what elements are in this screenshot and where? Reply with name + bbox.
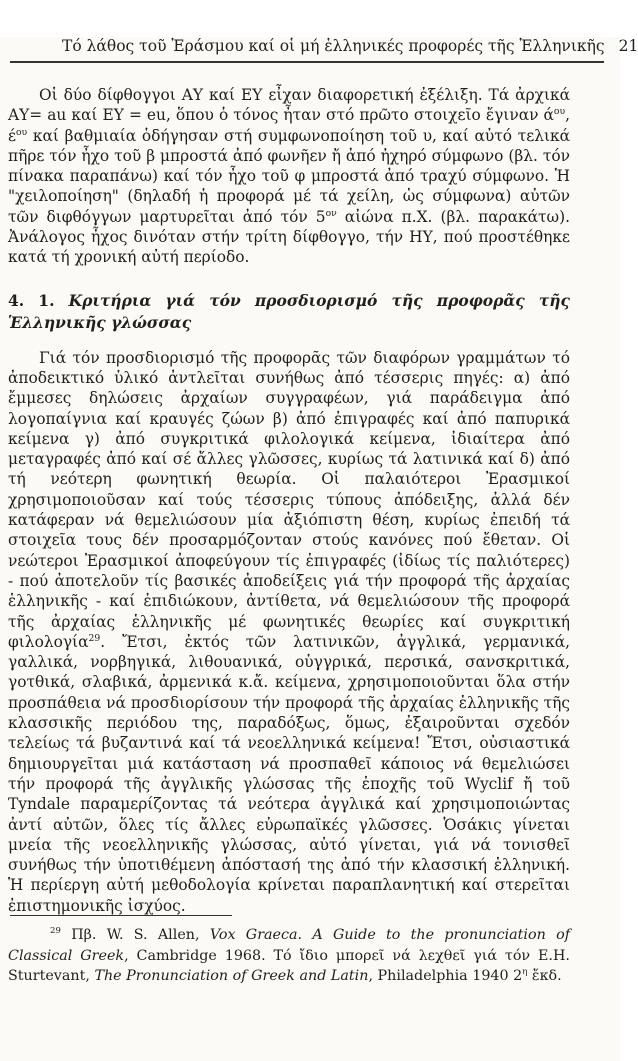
page-number: 21 <box>618 37 638 55</box>
running-title: Τό λάθος τοῦ Ἐράσμου καί οἱ μή ἑλληνικές προφορές τῆς Ἑλληνικῆς <box>62 37 605 55</box>
page-header <box>62 37 638 55</box>
section-heading: 4. 1. Κριτήρια γιά τόν προσδιορισμό τῆς προφορᾶς τῆς Ἑλληνικῆς γλώσσας <box>8 290 570 333</box>
paragraph-criteria: Γιά τόν προσδιορισμό τῆς προφορᾶς τῶν διαφόρων γραμμάτων τό ἀποδεικτικό ὑλικό ἀντλεῖται συνήθως ἀπό τέσσερις πηγές: α) ἀπό ἔμμεσες δηλώσεις ἀρχαίων συγγραφέων, γιά παράδειγμα ἀπό λογοπαίγνια καί κραυγές ζώων β) ἀπό ἐπιγραφές καί ἀπό παπυρικά κείμενα γ) ἀπό συγκριτικά φιλολογικά κείμενα, ἰδιαίτερα ἀπό μεταγραφές ἀπό καί σέ ἄλλες γλῶσσες, κυρίως τά λατινικά καί δ) ἀπό τή νεότερη φωνητική θεωρία. Οἱ παλαιότεροι Ἐρασμικοί χρησιμοποιοῦσαν καί τούς τέσσερις τύπους ἀπόδειξης, ἀλλά δέν κατάφεραν νά θεμελιώσουν μία ἀξιόπιστη θέση, κυρίως ἐπειδή τά στοιχεῖα τους δέν προσαρμόζονταν στούς κανόνες πού ἔθεταν. Οἱ νεώτεροι Ἐρασμικοί ἀποφεύγουν τίς ἐπιγραφές (ἰδίως τίς παλιότερες) - πού ἀποτελοῦν τίς βασικές ἀποδείξεις γιά τήν προφορά τῆς ἀρχαίας ἑλληνικῆς - καί ἐπιδιώκουν, ἀντίθετα, νά θεμελιώσουν τῆς προφορά τῆς ἀρχαίας ἑλληνικῆς μέ φωνητικές θεωρίες καί συγκριτική φιλολογία$^{29}$. Ἔτσι, ἐκτός τῶν λατινικῶν, ἀγγλικά, γερμανικά, γαλλικά, νορβηγικά, λιθουανικά, οὑγγρικά, περσικά, σανσκριτικά, γοτθικά, σλαβικά, ἀρμενικά κ.ἄ. κείμενα, χρησιμοποιοῦνται ὅλα στήν προσπάθεια νά προσδιορίσουν τήν προφορά τῆς ἀρχαίας ἑλληνικῆς τῆς κλασσικῆς περιόδου της, παραδόξως, ὅμως, ἐξαιροῦνται σχεδόν τελείως τά βυζαντινά καί τά νεοελληνικά κείμενα! Ἔτσι, οὐσιαστικά δημιουργεῖται μιά κατάσταση νά προσπαθεῖ κάποιος νά θεμελιώσει τήν προφορά τῆς ἀγγλικῆς γλώσσας τῆς ἐποχῆς τοῦ Wyclif ἤ τοῦ Tyndale παραμερίζοντας τά νεότερα ἀγγλικά καί χρησιμοποιώντας ἀντί αὐτῶν, ὅλες τίς ἄλλες εὐρωπαϊκές γλῶσσες. Ὁσάκις γίνεται μνεία τῆς νεοελληνικῆς γλώσσας, αὐτό γίνεται, γιά νά τονισθεῖ συνήθως τήν ὑποτιθέμενη ἀπόστασή της ἀπό τήν κλασσική ἑλληνική. Ἡ περίεργη αὐτή μεθοδολογία κρίνεται παραπλανητική καί στερεῖται ἐπιστημονικῆς ἰσχύος. <box>8 348 570 915</box>
paragraph-diphthongs: Οἱ δύο δίφθογγοι ΑΥ καί ΕΥ εἶχαν διαφορετική ἐξέλιξη. Τά ἀρχικά ΑΥ= au καί ΕΥ = eu, ὅπου ὁ τόνος ἦταν στό πρῶτο στοιχεῖο ἔγιναν $ά^{o\upsilon}$, $έ^{o\upsilon}$ καί βαθμιαία ὁδήγησαν στή συμφωνοποίηση τοῦ υ, καί αὐτό τελικά πῆρε τόν ἦχο τοῦ β μπροστά ἀπό φωνῆεν ἤ ἀπό ἠχηρό σύμφωνο (βλ. τόν πίνακα παραπάνω) καί τόν ἦχο τοῦ φ μπροστά ἀπό τραχύ σύμφωνο. Ἡ "χειλοποίηση" (δηλαδή ἡ προφορά μέ τά χείλη, ὡς σύμφωνα) αὐτῶν τῶν διφθόγγων μαρτυρεῖται ἀπό τόν $5^{o\nu}$ αἰώνα π.Χ. (βλ. παρακάτω). Ἀνάλογος ἦχος δινόταν στήν τρίτη δίφθογγο, τήν ΗΥ, πού προστέθηκε κατά τή χρονική αὐτή περίοδο. <box>8 86 571 267</box>
header-rule <box>10 61 604 63</box>
footnote-text: $^{29}$ Πβ. W. S. Allen, Vox Graeca. A Guide to the pronunciation of Classical Greek, Cambridge 1968. Τό ἴδιο μπορεῖ νά λεχθεῖ γιά τόν E.H. Sturtevant, The Pronunciation of Greek and Latin, Philadelphia 1940 $2^\eta$ ἔκδ. <box>8 926 570 985</box>
footnote-rule <box>10 915 232 916</box>
footnote-area <box>8 915 570 987</box>
book-page <box>0 37 638 1061</box>
body-text <box>8 85 570 916</box>
